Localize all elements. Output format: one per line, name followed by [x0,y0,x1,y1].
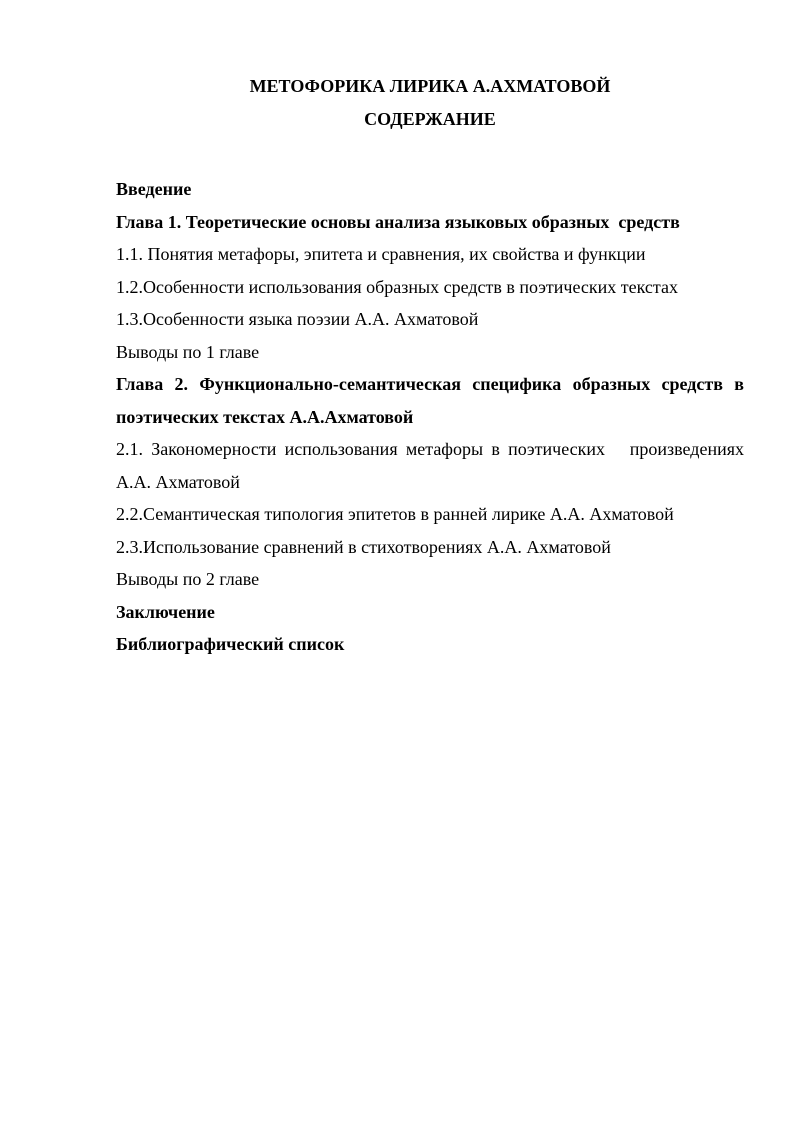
toc-item-conclusion: Заключение [116,601,215,622]
toc-item-conclusions-chapter-1: Выводы по 1 главе [116,341,260,362]
document-title: МЕТОФОРИКА ЛИРИКА А.АХМАТОВОЙ [249,76,611,96]
table-of-contents [116,173,749,661]
toc-item-introduction: Введение [116,179,192,199]
toc-item-section-2-3: 2.3.Использование сравнений в стихотворениях А.А. Ахматовой [116,536,611,557]
contents-heading: СОДЕРЖАНИЕ [364,109,496,129]
toc-item-section-2-2: 2.2.Семантическая типология эпитетов в ранней лирике А.А. Ахматовой [116,504,674,524]
toc-item-section-1-1: 1.1. Понятия метафоры, эпитета и сравнения, их свойства и функции [116,244,646,264]
toc-item-bibliography: Библиографический список [116,634,345,654]
toc-item-chapter-2: Глава 2. Функционально-семантическая специфика образных средств в поэтических текстах А.А.Ахматовой [116,374,744,427]
toc-item-section-2-1: 2.1. Закономерности использования метафоры в поэтических произведениях А.А. Ахматовой [116,439,749,492]
toc-item-section-1-3: 1.3.Особенности языка поэзии А.А. Ахматовой [116,309,479,329]
toc-item-conclusions-chapter-2: Выводы по 2 главе [116,569,260,589]
toc-item-chapter-1: Глава 1. Теоретические основы анализа языковых образных средств [116,211,680,232]
toc-item-section-1-2: 1.2.Особенности использования образных средств в поэтических текстах [116,276,678,297]
